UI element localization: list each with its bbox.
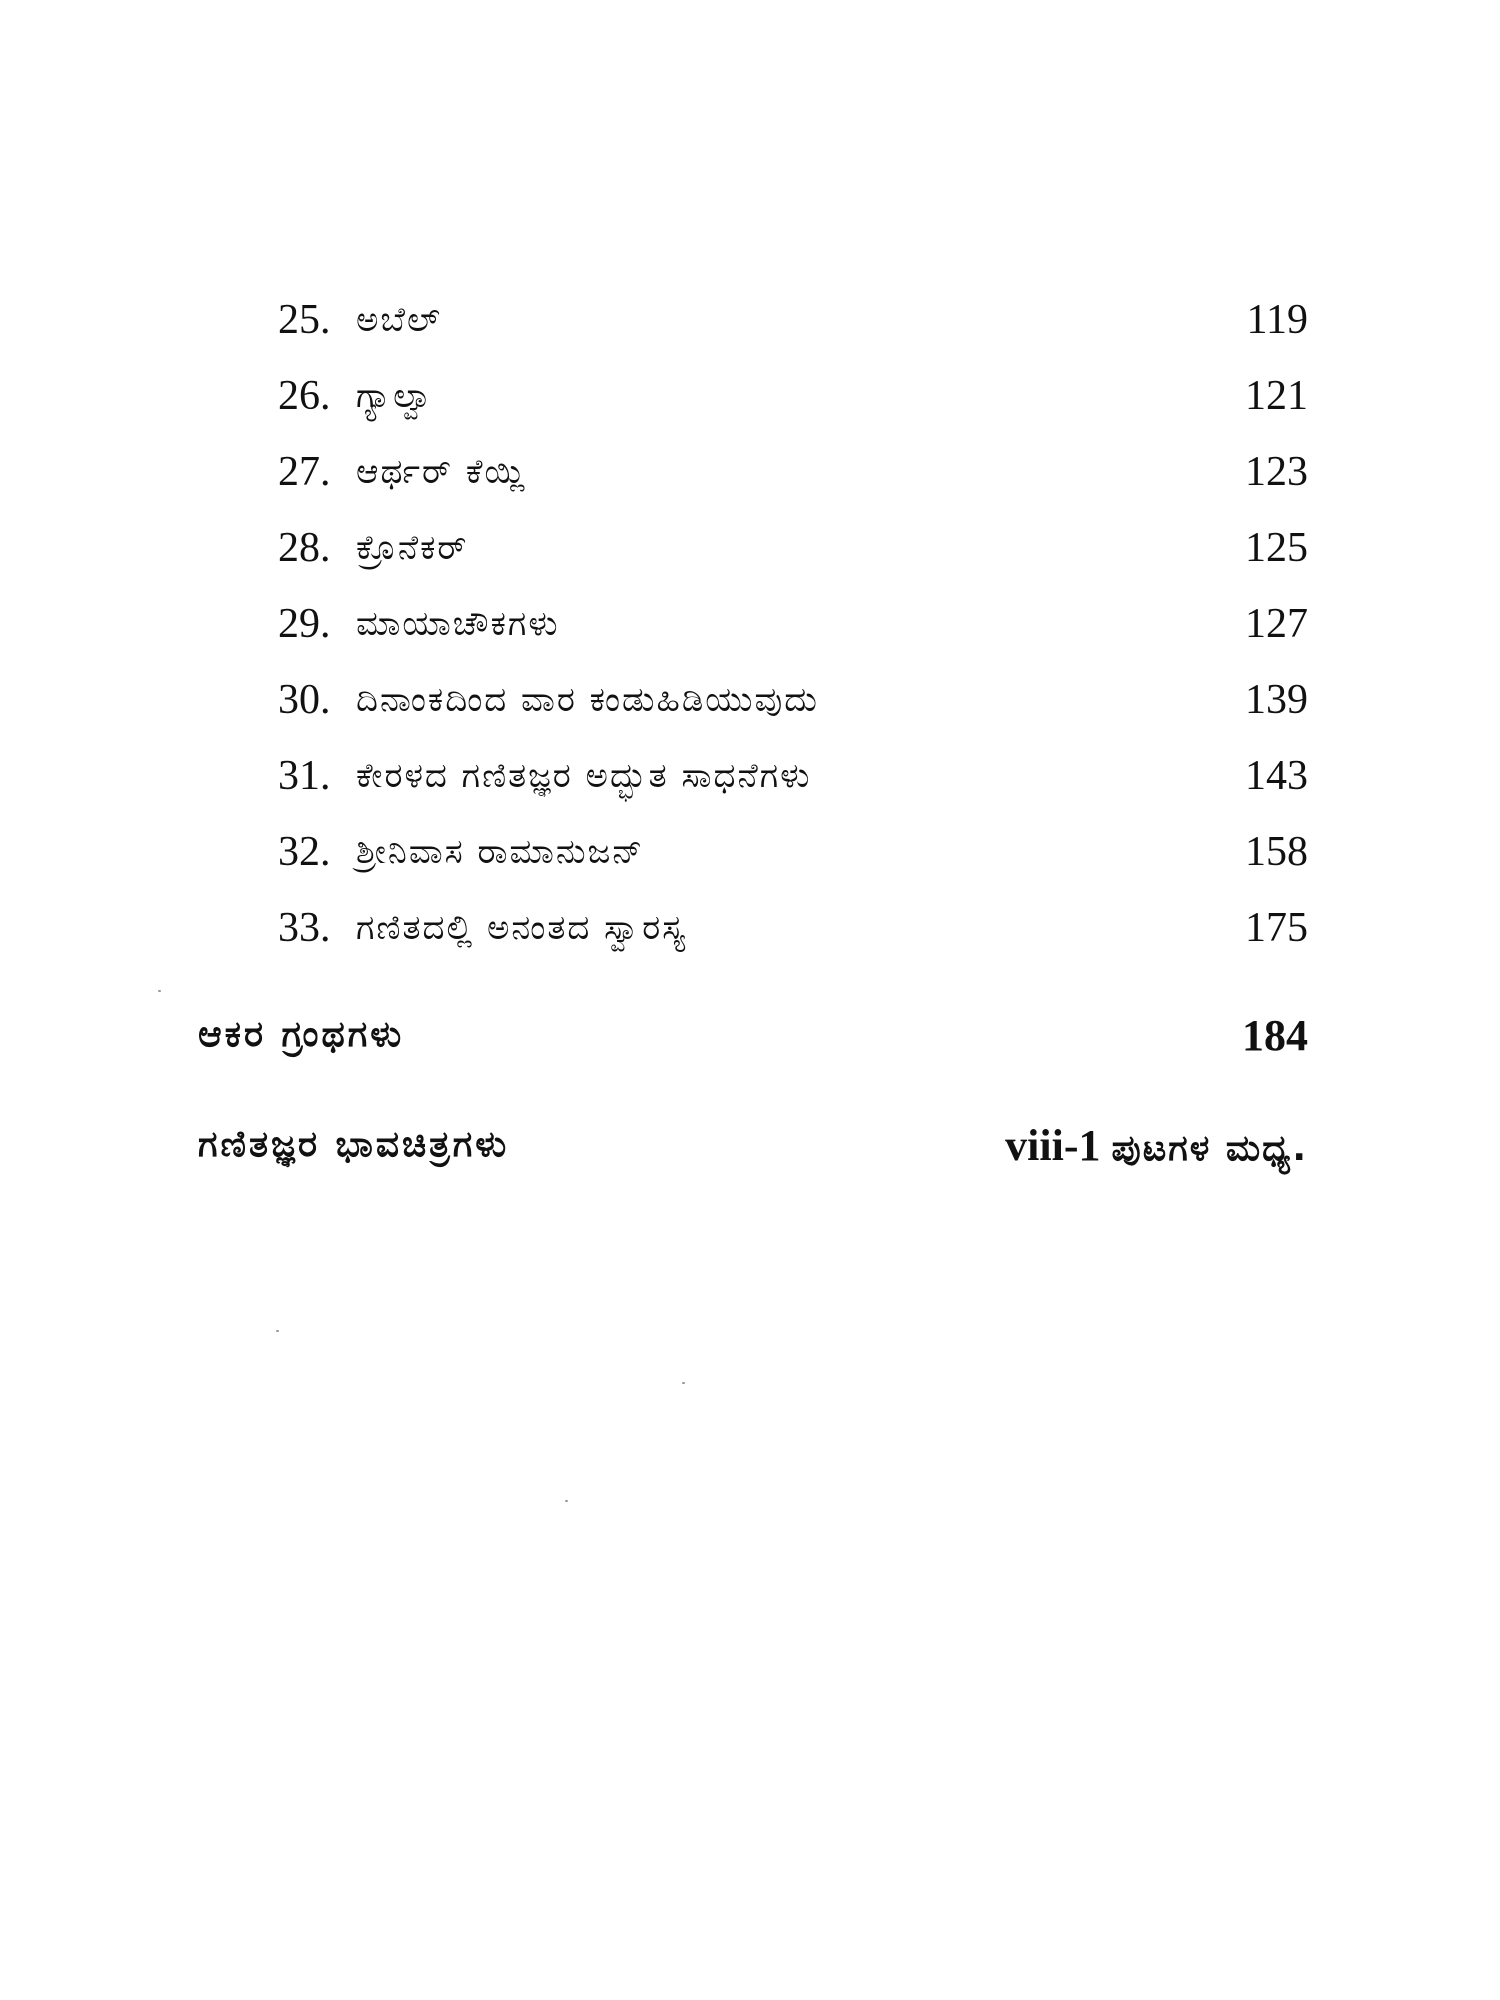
toc-entry — [278, 814, 1308, 890]
toc-entry — [278, 890, 1308, 966]
toc-entry — [278, 510, 1308, 586]
toc-entry-title: ಅಬೆಲ್ — [356, 300, 443, 340]
toc-entry-page: 158 — [1245, 829, 1308, 875]
portraits-title: ಗಣಿತಜ್ಞರ ಭಾವಚಿತ್ರಗಳು — [198, 1124, 510, 1165]
toc-entry — [278, 358, 1308, 434]
toc-entry-number: 30. — [278, 677, 331, 723]
toc-entry — [278, 586, 1308, 662]
scan-speck — [682, 1382, 685, 1384]
references-entry — [198, 1000, 1308, 1070]
toc-entry-page: 139 — [1245, 677, 1308, 723]
toc-entry-title: ಶ್ರೀನಿವಾಸ ರಾಮಾನುಜನ್ — [356, 832, 645, 872]
toc-entry — [278, 738, 1308, 814]
toc-entry-title: ಆರ್ಥರ್ ಕೆಯ್ಲಿ — [356, 452, 528, 492]
toc-entry-page: 125 — [1245, 525, 1308, 571]
toc-entry-number: 33. — [278, 905, 331, 951]
toc-entry-number: 27. — [278, 449, 331, 495]
scan-speck — [276, 1330, 279, 1332]
toc-entry-title: ಗಣಿತದಲ್ಲಿ ಅನಂತದ ಸ್ವಾರಸ್ಯ — [356, 908, 687, 948]
toc-entry-page: 127 — [1245, 601, 1308, 647]
toc-entry-number: 25. — [278, 297, 331, 343]
toc-entry-title: ಕೇರಳದ ಗಣಿತಜ್ಞರ ಅದ್ಭುತ ಸಾಧನೆಗಳು — [356, 756, 812, 796]
toc-entry-title: ಗ್ಯಾಲ್ವಾ — [356, 376, 436, 416]
toc-list — [278, 282, 1308, 966]
portraits-page-note: ಪುಟಗಳ ಮಧ್ಯ. — [1111, 1127, 1308, 1169]
toc-entry-page: 119 — [1246, 297, 1308, 343]
toc-entry-number: 26. — [278, 373, 331, 419]
toc-entry — [278, 282, 1308, 358]
toc-entry-number: 28. — [278, 525, 331, 571]
portraits-entry — [198, 1110, 1308, 1180]
references-title: ಆಕರ ಗ್ರಂಥಗಳು — [198, 1014, 405, 1055]
scan-speck — [565, 1500, 568, 1502]
portraits-page-range: viii-1 — [1005, 1120, 1101, 1170]
toc-entry-title: ಕ್ರೊನೆಕರ್ — [356, 528, 469, 568]
toc-entry-title: ಮಾಯಾಚೌಕಗಳು — [356, 604, 560, 644]
toc-entry-title: ದಿನಾಂಕದಿಂದ ವಾರ ಕಂಡುಹಿಡಿಯುವುದು — [356, 680, 819, 720]
scan-speck — [158, 990, 161, 992]
toc-entry-number: 29. — [278, 601, 331, 647]
toc-entry-page: 143 — [1245, 753, 1308, 799]
references-page: 184 — [1242, 1010, 1308, 1060]
toc-entry — [278, 662, 1308, 738]
toc-entry-page: 121 — [1245, 373, 1308, 419]
portraits-location — [1005, 1120, 1308, 1171]
toc-entry-number: 32. — [278, 829, 331, 875]
toc-entry-number: 31. — [278, 753, 331, 799]
toc-entry-page: 175 — [1245, 905, 1308, 951]
toc-entry-page: 123 — [1245, 449, 1308, 495]
toc-entry — [278, 434, 1308, 510]
